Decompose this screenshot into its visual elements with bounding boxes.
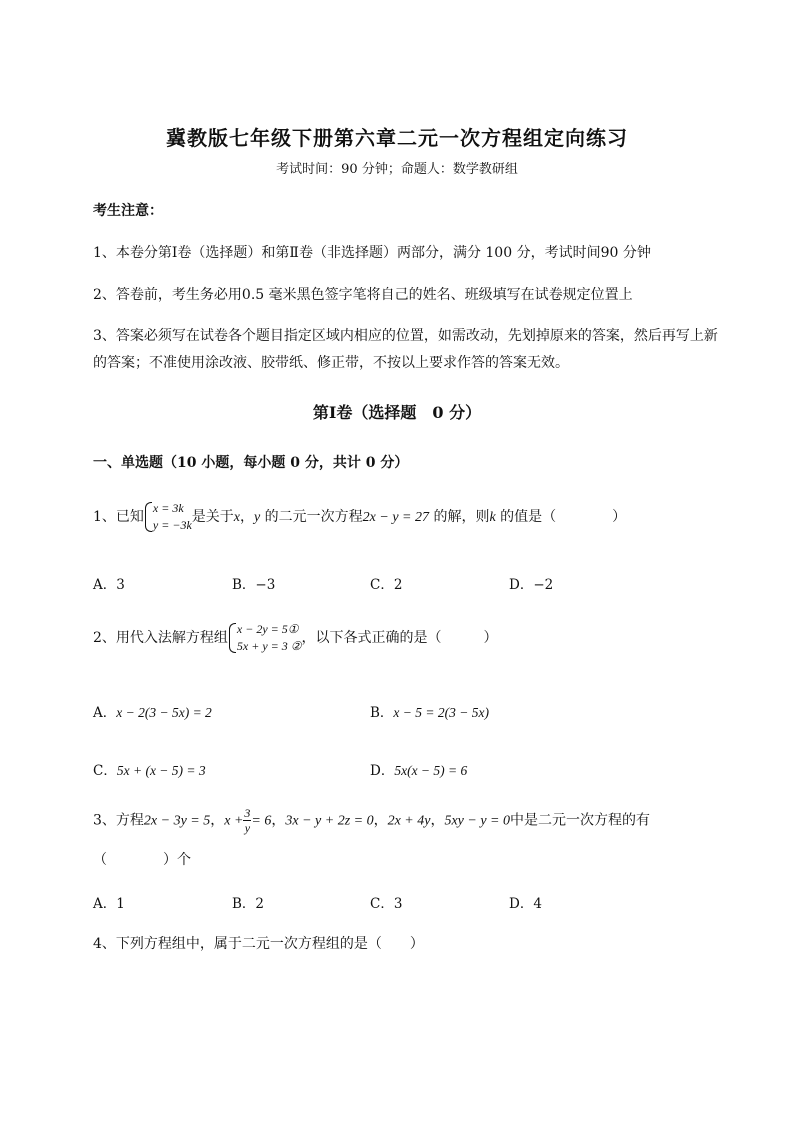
notice-heading: 考生注意： (93, 203, 163, 219)
part-heading: 一、单选题（10 小题，每小题 0 分，共计 0 分） (93, 455, 409, 471)
q3-option-a: A．1 (93, 896, 125, 912)
q3-option-d: D．4 (509, 896, 542, 912)
question-4: 4、下列方程组中，属于二元一次方程组的是（ ） (93, 936, 424, 952)
q3-sep-3: ， (373, 812, 388, 829)
q2-text: ，以下各式正确的是（ ） (301, 630, 498, 646)
q3-prefix: 3、方程 (93, 812, 144, 829)
q1-text-4: 的值是（ ） (495, 509, 627, 525)
q2-option-a-label: A． (93, 705, 117, 721)
q1-option-d: D．−2 (509, 577, 554, 593)
q2-option-a-math: x − 2(3 − 5x) = 2 (116, 705, 212, 720)
q1-option-a: A．3 (93, 577, 125, 593)
q2-option-a (93, 701, 212, 721)
page-title: 冀教版七年级下册第六章二元一次方程组定向练习 (166, 126, 628, 150)
q1-equation: 2x − y = 27 (362, 510, 429, 525)
q1-text-3: 的解，则 (429, 509, 490, 525)
notice-item-2: 2、答卷前，考生务必用0.5 毫米黑色签字笔将自己的姓名、班级填写在试卷规定位置上 (93, 287, 633, 303)
q3-sep-4: ， (430, 812, 445, 829)
q3-fraction-denominator: y (244, 821, 251, 835)
q1-sep: ， (240, 509, 254, 525)
q2-option-b (370, 701, 489, 721)
q1-var-k: k (489, 510, 496, 525)
q3-fraction-numerator: 3 (244, 806, 251, 820)
q1-system-eq1: x = 3k (152, 501, 184, 515)
q2-system-eq1: x − 2y = 5① (236, 622, 299, 636)
q1-equation-system (144, 500, 192, 534)
notice-item-3-cont: 的答案；不准使用涂改液、胶带纸、修正带，不按以上要求作答的答案无效。 (93, 355, 569, 371)
q2-option-d-label: D． (370, 763, 395, 779)
question-2 (93, 621, 498, 655)
q1-var-x: x (233, 510, 240, 525)
q3-line-2: （ ）个 (93, 852, 191, 868)
q1-text-2: 的二元一次方程 (260, 509, 363, 525)
q3-option-c: C．3 (370, 896, 403, 912)
q1-option-b: B．−3 (232, 577, 276, 593)
q2-equation-system (228, 621, 302, 655)
q2-option-d (370, 759, 467, 779)
notice-item-1: 1、本卷分第Ⅰ卷（选择题）和第Ⅱ卷（非选择题）两部分，满分 100 分，考试时间90 分钟 (93, 245, 651, 261)
q1-prefix: 1、已知 (93, 509, 144, 525)
question-3 (93, 806, 650, 835)
q3-text: 中是二元一次方程的有 (510, 812, 651, 829)
exam-info: 考试时间：90 分钟；命题人：数学教研组 (276, 162, 518, 177)
q2-prefix: 2、用代入法解方程组 (93, 630, 228, 646)
q2-option-c-math: 5x + (x − 5) = 3 (116, 763, 206, 778)
q3-option-b: B．2 (232, 896, 265, 912)
q1-option-c: C．2 (370, 577, 403, 593)
q3-sep-2: ， (271, 812, 286, 829)
q1-system-eq2: y = −3k (152, 518, 192, 532)
q3-eq-2-pre: x + (224, 813, 244, 829)
q2-option-c (93, 759, 206, 779)
q2-option-d-math: 5x(x − 5) = 6 (394, 763, 468, 778)
q3-eq-5: 5xy − y = 0 (444, 813, 511, 829)
q1-var-y: y (254, 510, 261, 525)
q2-system-eq2: 5x + y = 3 ② (236, 639, 302, 653)
q3-eq-2-post: = 6 (251, 813, 272, 829)
q2-option-c-label: C． (93, 763, 117, 779)
q1-text-1: 是关于 (191, 509, 234, 525)
question-1 (93, 500, 626, 534)
q3-eq-4: 2x + 4y (387, 813, 431, 829)
q2-option-b-math: x − 5 = 2(3 − 5x) (393, 705, 489, 720)
q2-option-b-label: B． (370, 705, 394, 721)
section-title: 第Ⅰ卷（选择题 0 分） (312, 403, 482, 422)
q3-eq-3: 3x − y + 2z = 0 (285, 813, 374, 829)
notice-item-3: 3、答案必须写在试卷各个题目指定区域内相应的位置，如需改动，先划掉原来的答案，然后再写上新 (93, 328, 718, 344)
q3-eq-1: 2x − 3y = 5 (143, 813, 211, 829)
q3-sep-1: ， (210, 812, 225, 829)
